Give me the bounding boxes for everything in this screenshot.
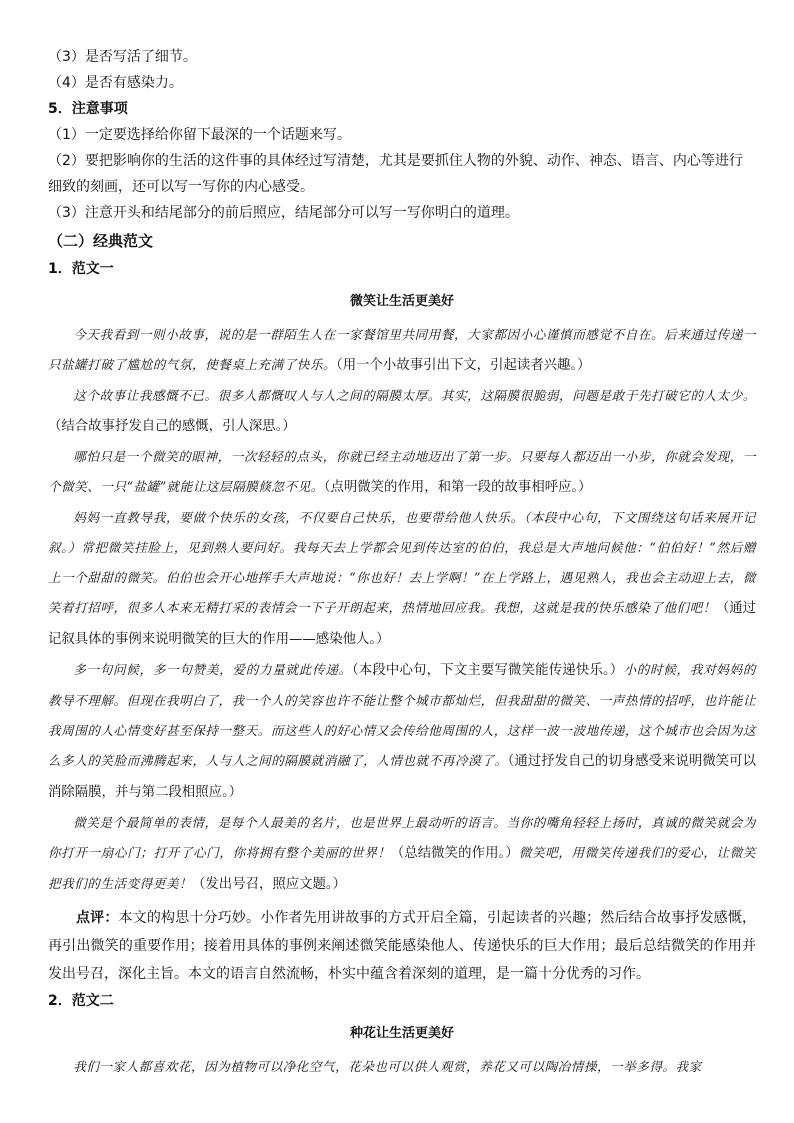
criteria-item-4: （4）是否有感染力。 [48, 75, 183, 91]
essay2-title: 种花让生活更美好 [349, 1026, 454, 1041]
notes-item-2: （2）要把影响你的生活的这件事的具体经过写清楚，尤其是要抓住人物的外貌、动作、神态、语言、内心等进行 [48, 153, 743, 169]
annotation-note: （发出号召，照应文题。） [192, 877, 347, 892]
essay1-review [48, 904, 756, 988]
essay1-title: 微笑让生活更美好 [349, 294, 454, 309]
essay1-label: 1．范文一 [48, 261, 114, 277]
essay2-body [48, 1052, 756, 1082]
annotation-note: （通过记叙具体的事例来说明微笑的巨大的作用——感染他人。） [48, 601, 757, 647]
section-heading: （二）经典范文 [48, 232, 154, 250]
essay2-label: 2．范文二 [48, 993, 114, 1009]
notes-item-3: （3）注意开头和结尾部分的前后照应，结尾部分可以写一写你明白的道理。 [48, 205, 519, 221]
essay1-body [48, 320, 756, 900]
paragraph-text: 今天我看到一则小故事，说的是一群陌生人在一家餐馆里共同用餐，大家都因小心谨慎而感觉不自在。后来通过传递一只盐罐打破了尴尬的气氛，使餐桌上充满了快乐。 [48, 327, 756, 372]
essay1-paragraph [48, 442, 756, 503]
notes-item-2-cont: 细致的刻画，还可以写一写你的内心感受。 [48, 179, 314, 195]
criteria-item-3: （3）是否写活了细节。 [48, 49, 197, 65]
paragraph-text: 多一句问候，多一句赞美，爱的力量就此传递。 [73, 662, 352, 677]
paragraph-text: 哪怕只是一个微笑的眼神，一次轻轻的点头，你就已经主动地迈出了第一步。只要每人都迈出一小步，你就会发现，一个微笑、一只“盐罐”就能让这层隔膜倏忽不见。 [48, 449, 756, 494]
annotation-note: （结合故事抒发自己的感慨，引人深思。） [48, 419, 296, 434]
paragraph-text: 妈妈一直教导我，要做个快乐的女孩，不仅要自己快乐，也要带给他人快乐。（本段中心句，下文围绕这句话来展开记叙。）常把微笑挂脸上，见到熟人要问好。我每天去上学都会见到传达室的伯伯，我总是大声地问候他：“伯伯好！”然后赠上一个甜甜的微笑。伯伯也会开心地挥手大声地说：“你也好！去上学啊！”在上学路上，遇见熟人，我也会主动迎上去，微笑着打招呼，很多人本来无精打采的表情会一下子开朗起来，热情地回应我。我想，这就是我的快乐感染了他们吧！ [48, 510, 756, 615]
paragraph-text: 这个故事让我感慨不已。很多人都慨叹人与人之间的隔膜太厚。其实，这隔膜很脆弱，问题是敢于先打破它的人太少。 [73, 388, 756, 403]
annotation-note: （总结微笑的作用。） [390, 846, 519, 861]
essay1-paragraph [48, 808, 756, 900]
review-label: 点评： [76, 910, 119, 926]
annotation-note: （用一个小故事引出下文，引起读者兴趣。） [336, 358, 591, 373]
essay1-paragraph [48, 381, 756, 442]
notes-item-1: （1）一定要选择给你留下最深的一个话题来写。 [48, 127, 351, 143]
paragraph-text: 小的时候，我对妈妈的教导不理解。但现在我明白了，我一个人的笑容也许不能让整个城市都灿烂，但我甜甜的微笑、一声热情的招呼，也许能让我周围的人心情变好甚至保持一整天。而这些人的好心情又会传给他周围的人，这样一波一波地传递，这个城市也会因为这么多人的笑脸而沸腾起来，人与人之间的隔膜就消融了，人情也就不再冷漠了。 [48, 662, 756, 768]
essay1-paragraph [48, 503, 756, 655]
annotation-note: （点明微笑的作用，和第一段的故事相呼应。） [323, 480, 592, 495]
essay2-paragraph: 我们一家人都喜欢花，因为植物可以净化空气，花朵也可以供人观赏，养花又可以陶冶情操，一举多得。我家 [73, 1059, 702, 1074]
review-text: 本文的构思十分巧妙。小作者先用讲故事的方式开启全篇，引起读者的兴趣；然后结合故事抒发感慨，再引出微笑的重要作用；接着用具体的事例来阐述微笑能感染他人、传递快乐的巨大作用；最后总结微笑的作用并发出号召，深化主旨。本文的语言自然流畅，朴实中蕴含着深刻的道理，是一篇十分优秀的习作。 [48, 910, 757, 982]
paragraph-text: 微笑吧，用微笑传递我们的爱心，让微笑把我们的生活变得更美！ [48, 845, 757, 891]
annotation-note: （本段中心句，下文主要写微笑能传递快乐。） [351, 663, 624, 678]
paragraph-text: 微笑是个最简单的表情，是每个人最美的名片，也是世界上最动听的语言。当你的嘴角轻轻上扬时，真诚的微笑就会为你打开一扇心门；打开了心门，你将拥有整个美丽的世界！ [48, 815, 756, 860]
notes-heading: 5．注意事项 [48, 101, 128, 117]
essay1-paragraph [48, 655, 756, 808]
document-page [48, 44, 756, 1082]
annotation-note: （通过抒发自己的切身感受来说明微笑可以消除隔膜，并与第二段相照应。） [48, 754, 756, 800]
essay1-paragraph [48, 320, 756, 381]
